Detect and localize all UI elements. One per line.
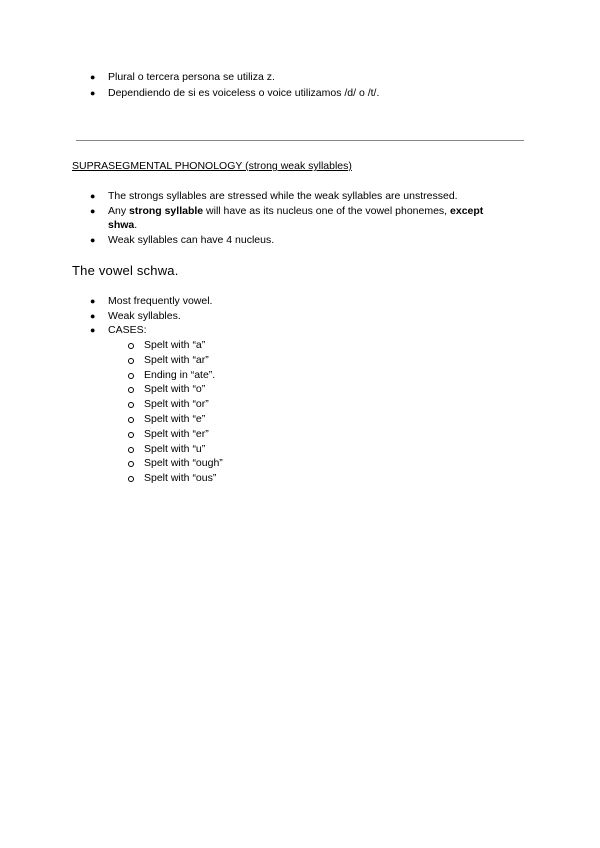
bullet-icon: ●: [90, 206, 96, 216]
list-item: Weak syllables.: [108, 310, 181, 322]
sub-list-item: Spelt with “ous”: [144, 472, 217, 484]
bold-text: shwa: [108, 219, 135, 231]
list-item: Plural o tercera persona se utiliza z.: [108, 71, 275, 83]
bullet-icon: ●: [90, 311, 96, 321]
sub-list-item: Spelt with “er”: [144, 428, 209, 440]
list-item: Most frequently vowel.: [108, 295, 213, 307]
bullet-icon: ●: [90, 88, 96, 98]
sub-list-item: Spelt with “or”: [144, 398, 209, 410]
bold-text: strong syllable: [129, 205, 204, 217]
circle-bullet-icon: [128, 476, 134, 482]
sub-list-item: Spelt with “o”: [144, 383, 206, 395]
circle-bullet-icon: [128, 343, 134, 349]
circle-bullet-icon: [128, 432, 134, 438]
circle-bullet-icon: [128, 417, 134, 423]
sub-list-item: Spelt with “ough”: [144, 457, 223, 469]
list-item: Weak syllables can have 4 nucleus.: [108, 234, 275, 246]
circle-bullet-icon: [128, 358, 134, 364]
sub-list-item: Ending in “ate”.: [144, 369, 216, 381]
sub-list-item: Spelt with “e”: [144, 413, 206, 425]
list-item: CASES:: [108, 324, 147, 336]
circle-bullet-icon: [128, 447, 134, 453]
list-item: Dependiendo de si es voiceless o voice utilizamos /d/ o /t/.: [108, 87, 380, 99]
circle-bullet-icon: [128, 402, 134, 408]
list-item-continuation: shwa.: [108, 219, 138, 231]
circle-bullet-icon: [128, 387, 134, 393]
bullet-icon: ●: [90, 296, 96, 306]
list-item: Any strong syllable will have as its nucleus one of the vowel phonemes, except: [108, 205, 484, 217]
horizontal-divider: [76, 140, 524, 141]
bullet-icon: ●: [90, 325, 96, 335]
bullet-icon: ●: [90, 235, 96, 245]
sub-list-item: Spelt with “u”: [144, 443, 206, 455]
sub-list-item: Spelt with “a”: [144, 339, 206, 351]
circle-bullet-icon: [128, 373, 134, 379]
circle-bullet-icon: [128, 461, 134, 467]
bullet-icon: ●: [90, 72, 96, 82]
schwa-heading: The vowel schwa.: [72, 263, 179, 278]
sub-list-item: Spelt with “ar”: [144, 354, 209, 366]
list-item: The strongs syllables are stressed while the weak syllables are unstressed.: [108, 190, 458, 202]
bold-text: except: [450, 205, 484, 217]
bullet-icon: ●: [90, 191, 96, 201]
section-heading: SUPRASEGMENTAL PHONOLOGY (strong weak syllables): [72, 160, 352, 172]
